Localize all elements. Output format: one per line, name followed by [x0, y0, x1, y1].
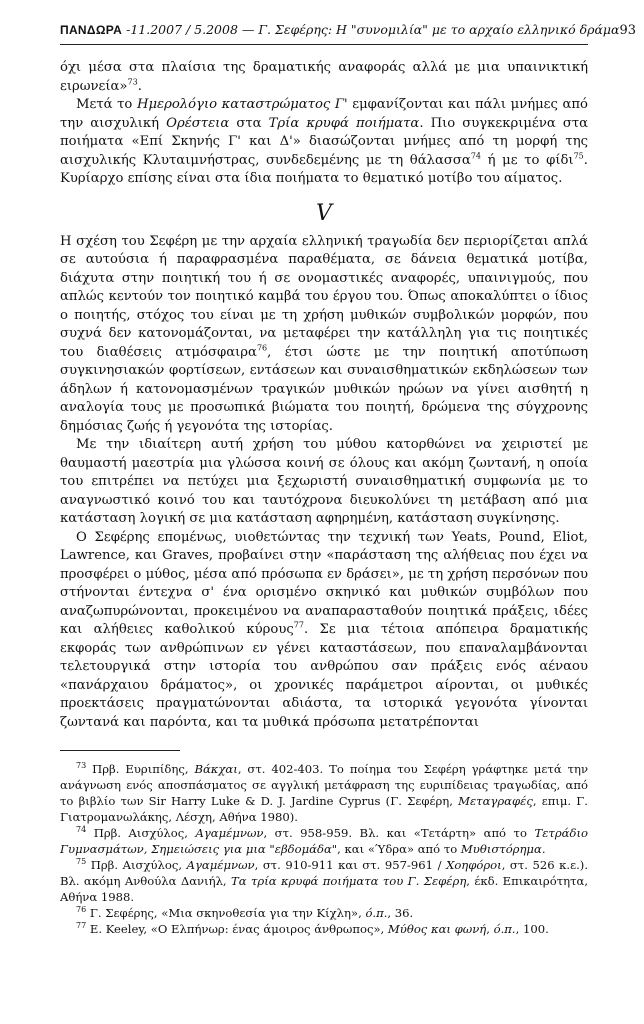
paragraph: Ο Σεφέρης επομένως, υιοθετώντας την τεχνική των Yeats, Pound, Eliot, Lawrence, και Graves, προβαίνει στην «παράσταση της αλήθειας που έχει να προσφέρει ο μύθος, μέσα από πρόσωπα εν δράσει», με τη χρήση περσόνων που στήνονται έντεχνα σ' ένα ορισμένο σκηνικό και μυθικών συμβόλων που αναζωπυρώνονται, προκειμένου να αναπαρασταθούν ποιητικά πράξεις, ιδέες και αλήθειες καθολικού κύρους$^{77}$. Σε μια τέτοια απόπειρα δραματικής εκφοράς των ανθρώπινων εν γένει καταστάσεων, που επαναλαμβάνονται τελετουργικά στην ιστορία του ανθρώπου σαν πράξεις ενός αέναου «πανάρχαιου δράματος», οι χρονικές παράμετροι αίρονται, οι μυθικές προεκτάσεις πραγματώνονται αδιάστα, τα ιστορικά γεγονότα γίνονται ζωντανά και παρόντα, και τα μυθικά πρόσωπα μετατρέπονται	[60, 529, 589, 730]
paragraph: Η σχέση του Σεφέρη με την αρχαία ελληνική τραγωδία δεν περιορίζεται απλά σε αυτούσια ή παραφρασμένα παραθέματα, σε δάνεια θεματικά μοτίβα, διάχυτα στην ποιητική του ή σε ονομαστικές αναφορές, υπαινιγμούς, που απλώς κεντούν τον ποιητικό καμβά του έργου του. Όπως αποκαλύπτει ο ίδιος ο ποιητής, στόχος του είναι με τη χρήση μυθικών συμβολικών μορφών, που συχνά δεν κατονομάζονται, να μεταφέρει την κατάλληλη για τις ποιητικές του διαθέσεις ατμόσφαιρα$^{76}$, έτσι ώστε με την ποιητική αποτύπωση συγκινησιακών φορτίσεων, εντάσεων και συναισθηματικών εκδηλώσεων των άδηλων ή κατονομασμένων τραγικών μυθικών ηρώων να γίνει αισθητή η αναλογία τους με προσωπικά βιώματα του ποιητή, δρώμενα της σύγχρονης δημόσιας ζωής ή γεγονότα της ιστορίας.	[60, 233, 588, 434]
footnote-ref-73[interactable]: 73	[127, 77, 138, 87]
footnote-75: $^{75}$ Πρβ. Αισχύλος, Αγαμέμνων, στ. 910-911 και στ. 957-961 / Χοηφόροι, στ. 526 κ.ε.). Βλ. ακόμη Ανθούλα Δανιήλ, Τα τρία κρυφά ποιήματα του Γ. Σεφέρη, έκδ. Επικαιρότητα, Αθήνα 1988.	[60, 857, 589, 904]
paragraph: Μετά το Ημερολόγιο καταστρώματος Γ' εμφανίζονται και πάλι μνήμες από την αισχυλική Ορέστεια στα Τρία κρυφά ποιήματα. Πιο συγκεκριμένα στα ποιήματα «Επί Σκηνής Γ' και Δ'» διασώζονται μνήμες από τη μορφή της αισχυλικής Κλυταιμνήστρας, συνδεδεμένης με τη θάλασσα$^{74}$ ή με το φίδι$^{75}$. Κυρίαρχο επίσης είναι στα ίδια ποιήματα το θεματικό μοτίβο του αίματος.	[60, 97, 589, 186]
running-header	[60, 22, 636, 45]
page-number: 93	[619, 23, 636, 38]
journal-logo: ΠΑΝΔΩΡΑ	[60, 23, 123, 37]
footnote-76: $^{76}$ Γ. Σεφέρης, «Μια σκηνοθεσία για την Κίχλη», ό.π., 36.	[76, 905, 414, 920]
main-text	[60, 59, 588, 732]
footnote-74: $^{74}$ Πρβ. Αισχύλος, Αγαμέμνων, στ. 958-959. Βλ. και «Τετάρτη» από το Τετράδιο Γυμνασμάτων, Σημειώσεις για μια "εβδομάδα", και «Ύδρα» από το Μυθιστόρημα.	[60, 825, 588, 856]
paragraph: Με την ιδιαίτερη αυτή χρήση του μύθου κατορθώνει να χειριστεί με θαυμαστή μαεστρία μια γλώσσα κοινή σε όλους και ακόμη ζωντανή, η οποία του επιτρέπει να πετύχει μια ξεχωριστή συναισθηματική συμφωνία με το αναγνωστικό κοινό του και ταυτόχρονα διευκολύνει τη μετάβαση από μια κατάσταση λογική σε μια κατάσταση αφηρημένη, κατάσταση συγκίνησης.	[60, 437, 588, 526]
footnote-73: $^{73}$ Πρβ. Ευριπίδης, Βάκχαι, στ. 402-403. Το ποίημα του Σεφέρη γράφτηκε μετά την ανάγνωση ενός αποσπάσματος σε αγγλική μετάφραση της ευριπίδειας τραγωδίας, από το βιβλίο των Sir Harry Luke & D. J. Jardine Cyprus (Γ. Σεφέρη, Μεταγραφές, επιμ. Γ. Γιατρομανωλάκης, Λέσχη, Αθήνα 1980).	[60, 761, 588, 824]
running-title-line	[60, 22, 619, 37]
footnote-ref-77[interactable]: 77	[293, 620, 304, 630]
footnote-ref-74[interactable]: 74	[470, 151, 482, 161]
footnote-divider	[60, 750, 180, 751]
section-heading: V	[316, 200, 332, 226]
footnote-ref-75[interactable]: 75	[573, 151, 584, 161]
journal-page	[60, 22, 636, 937]
paragraph-continuation: όχι μέσα στα πλαίσια της δραματικής αναφοράς αλλά με μια υπαινικτική ειρωνεία»$^{73}$.	[60, 60, 588, 94]
running-title: -11.2007 / 5.2008 — Γ. Σεφέρης: Η "συνομιλία" με το αρχαίο ελληνικό δράμα	[126, 22, 620, 37]
footnote-77: $^{77}$ E. Keeley, «Ο Ελπήνωρ: ένας άμοιρος άνθρωπος», Μύθος και φωνή, ό.π., 100.	[76, 921, 549, 936]
footnote-ref-76[interactable]: 76	[256, 343, 268, 353]
footnotes	[60, 761, 588, 937]
